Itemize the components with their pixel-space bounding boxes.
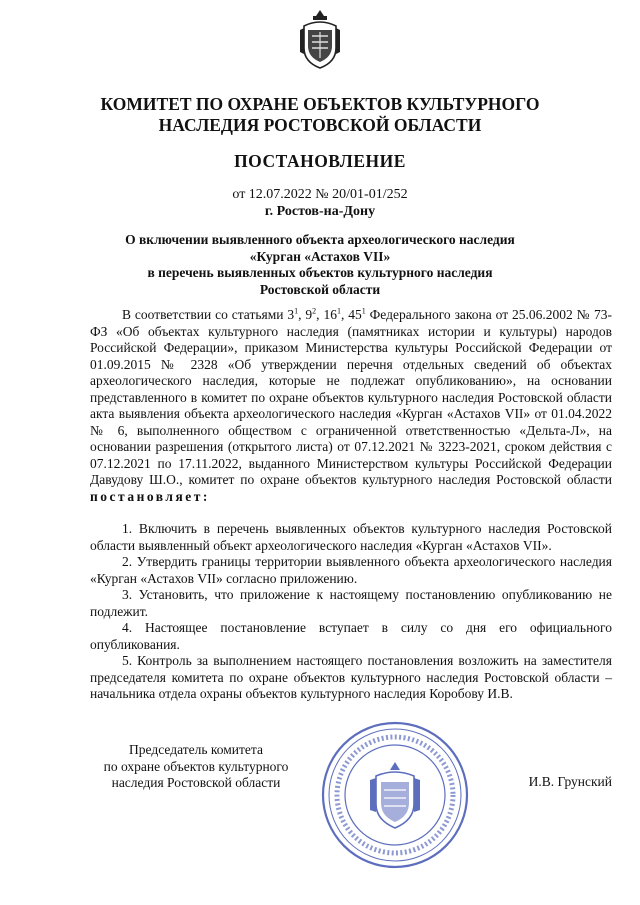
article-superscript-4: 1 — [361, 306, 366, 316]
signatory-name: И.В. Грунский — [528, 774, 612, 789]
list-item: 5. Контроль за выполнением настоящего постановления возложить на заместителя председателя комитета по охране объектов культурного наследия Ростовской области – начальника отдела охраны объектов культурного наследия Коробову И.В. — [90, 653, 612, 701]
list-item: 4. Настоящее постановление вступает в силу со дня его официального опубликования. — [90, 620, 612, 652]
preamble-separator-1: , 9 — [298, 307, 313, 322]
coat-of-arms-icon — [298, 8, 342, 72]
official-seal-icon — [318, 718, 472, 872]
article-superscript-1: 1 — [294, 306, 299, 316]
preamble-separator-3: , 45 — [340, 307, 362, 322]
preamble-separator-2: , 16 — [316, 307, 337, 322]
resolves-word: постановляет: — [90, 488, 210, 504]
signatory-position-line-1: Председатель комитета — [129, 742, 263, 757]
signatory-position-line-3: наследия Ростовской области — [111, 775, 281, 790]
signatory-position-line-2: по охране объектов культурного — [103, 758, 289, 774]
subject-line-2: «Курган «Астахов VII» — [249, 248, 391, 264]
list-item: 2. Утвердить границы территории выявленного объекта археологического наследия «Курган «Астахов VII» согласно приложению. — [90, 554, 612, 586]
subject-line-3: в перечень выявленных объектов культурного наследия — [147, 265, 493, 280]
list-item: 3. Установить, что приложение к настоящему постановлению опубликованию не подлежит. — [90, 587, 612, 619]
preamble-paragraph — [90, 307, 612, 505]
resolution-items — [90, 521, 612, 703]
organization-title — [60, 94, 580, 136]
preamble-text-main: Федерального закона от 25.06.2002 № 73-ФЗ «Об объектах культурного наследия (памятниках истории и культуры) народов Российской Федерации», приказом Министерства культуры Российской Федерации от 01.09.2015 № 2328 «Об утверждении перечня отдельных сведений об объектах археологического наследия, которые не подлежат опубликованию», на основании представленного в комитет по охране объектов культурного наследия Ростовской области акта выявления объекта археологического наследия «Курган «Астахов VII» от 01.04.2022 № 6, выполненного обществом с ограниченной ответственностью «Дельта-Л», на основании разрешения (открытого листа) от 07.12.2021 № 3223-2021, сроком действия с 07.12.2021 по 17.11.2022, выданного Министерством культуры Российской Федерации Давудову Ш.О., комитет по охране объектов культурного наследия Ростовской области — [90, 307, 612, 487]
document-subject — [100, 232, 540, 298]
article-superscript-2: 2 — [312, 306, 317, 316]
document-type: ПОСТАНОВЛЕНИЕ — [234, 151, 406, 171]
subject-line-4: Ростовской области — [259, 281, 381, 297]
org-title-line-1: КОМИТЕТ ПО ОХРАНЕ ОБЪЕКТОВ КУЛЬТУРНОГО — [100, 94, 540, 114]
document-date-number: от 12.07.2022 № 20/01-01/252 — [232, 187, 408, 202]
preamble-text-start: В соответствии со статьями 3 — [122, 307, 295, 322]
article-superscript-3: 1 — [336, 306, 341, 316]
document-body — [90, 307, 612, 703]
org-title-line-2: НАСЛЕДИЯ РОСТОВСКОЙ ОБЛАСТИ — [158, 115, 482, 135]
document-city: г. Ростов-на-Дону — [264, 204, 376, 219]
list-item: 1. Включить в перечень выявленных объектов культурного наследия Ростовской области выявленный объект археологического наследия «Курган «Астахов VII». — [90, 521, 612, 553]
signatory-position — [86, 742, 306, 792]
subject-line-1: О включении выявленного объекта археологического наследия — [125, 232, 515, 247]
